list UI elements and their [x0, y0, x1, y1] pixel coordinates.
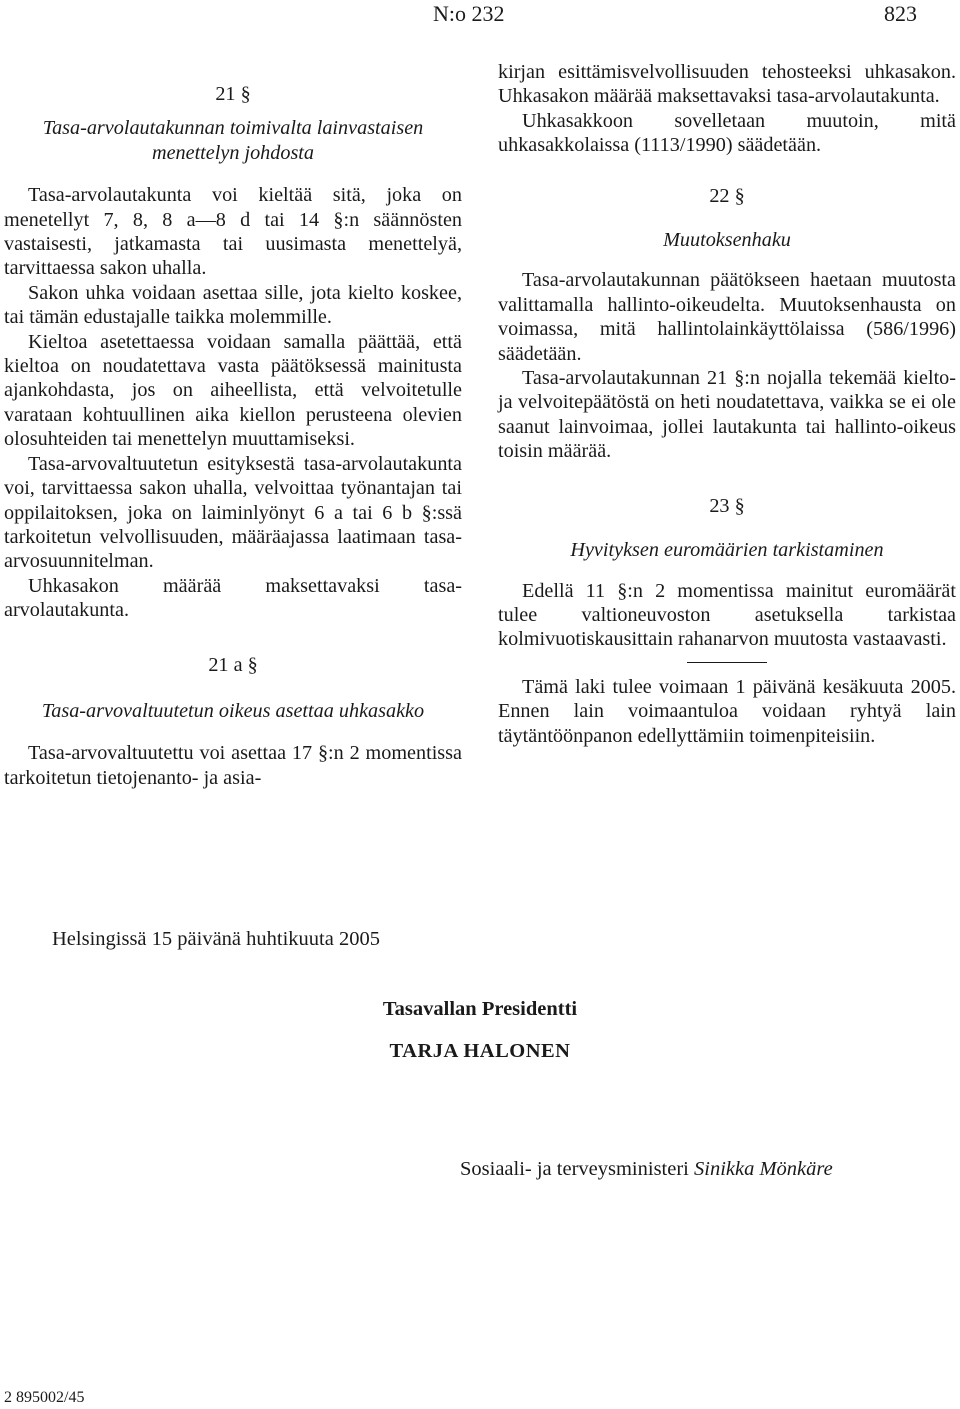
section-22-paragraph-2: Tasa-arvolautakunnan 21 §:n nojalla tekemää kielto- ja velvoitepäätöstä on heti noudatettava, vaikka se ei ole saanut lainvoimaa, jollei lautakunta tai hallinto-oikeus toisin määrää.: [498, 367, 956, 463]
section-21-title: 21 §: [215, 83, 251, 105]
section-22-title: 22 §: [709, 184, 745, 207]
section-21-paragraph-3: Kieltoa asetettaessa voidaan samalla päättää, että kieltoa on noudatettava vasta päätöksessä mainitusta ajankohdasta, jos on aiheellista, että velvoitetulle varataan kohtuullinen aika kiellon perusteena olevien olosuhteiden tai menettelyn muuttamiseksi.: [4, 330, 462, 451]
page-number: 823: [884, 1, 917, 26]
continued-paragraph-2: Uhkasakkoon sovelletaan muutoin, mitä uhkasakkolaissa (1113/1990) säädetään.: [498, 109, 956, 157]
issue-number: N:o 232: [433, 1, 505, 26]
section-23-title: 23 §: [709, 494, 745, 517]
section-21-paragraph-2: Sakon uhka voidaan asettaa sille, jota kielto koskee, tai tämän edustajalle taikka molemmille.: [4, 281, 462, 329]
print-code: 2 895002/45: [4, 1389, 85, 1406]
minister-role: Sosiaali- ja terveysministeri: [460, 1158, 689, 1180]
section-21a-paragraph-1: Tasa-arvovaltuutettu voi asettaa 17 §:n 2 momentissa tarkoitetun tietojenanto- ja asia-: [4, 742, 462, 789]
entry-into-force-paragraph: Tämä laki tulee voimaan 1 päivänä kesäkuuta 2005. Ennen lain voimaantuloa voidaan ryhtyä lain täytäntöönpanon edellyttämiin toimenpiteisiin.: [498, 675, 956, 747]
section-21-paragraph-4: Tasa-arvovaltuutetun esityksestä tasa-arvolautakunta voi, tarvittaessa sakon uhalla, velvoittaa työnantajan tai oppilaitoksen, joka on laiminlyönyt 6 a tai 6 b §:ssä tarkoitetun velvollisuuden, määräajassa laatimaan tasa-arvosuunnitelman.: [4, 452, 462, 573]
right-column: [498, 60, 956, 748]
section-22-heading: Muutoksenhaku: [663, 229, 791, 252]
section-22-paragraph-1: Tasa-arvolautakunnan päätökseen haetaan muutosta valittamalla hallinto-oikeudelta. Muutoksenhausta on voimassa, mitä hallintolainkäyttölaissa (586/1996) säädetään.: [498, 269, 956, 365]
section-21-paragraph-5: Uhkasakon määrää maksettavaksi tasa-arvolautakunta.: [4, 574, 462, 622]
president-title: Tasavallan Presidentti: [382, 998, 578, 1020]
president-name: TARJA HALONEN: [389, 1040, 571, 1062]
section-23-paragraph-1: Edellä 11 §:n 2 momentissa mainitut euromäärät tulee valtioneuvoston asetuksella tarkistaa kolmivuotiskausittain rahanarvon muutosta vastaavasti.: [498, 579, 956, 651]
section-21-paragraph-1: Tasa-arvolautakunta voi kieltää sitä, joka on menetellyt 7, 8, 8 a—8 d tai 14 §:n säännösten vastaisesti, jatkamasta tai uusimasta menettelyä, tarvittaessa sakon uhalla.: [4, 184, 462, 280]
minister-name: Sinikka Mönkäre: [694, 1158, 833, 1180]
signing-date: Helsingissä 15 päivänä huhtikuuta 2005: [52, 928, 380, 950]
section-21a-title: 21 a §: [208, 653, 258, 676]
divider-rule: [687, 662, 767, 663]
section-23-heading: Hyvityksen euromäärien tarkistaminen: [570, 539, 884, 562]
left-column: [4, 60, 462, 790]
section-21-heading: Tasa-arvolautakunnan toimivalta lainvastaisen menettelyn johdosta: [42, 117, 424, 164]
minister-signature: [460, 1156, 833, 1182]
continued-paragraph-1: kirjan esittämisvelvollisuuden tehosteeksi uhkasakon. Uhkasakon määrää maksettavaksi tasa-arvolautakunta.: [498, 61, 956, 108]
section-21a-heading: Tasa-arvovaltuutetun oikeus asettaa uhkasakko: [41, 699, 425, 722]
